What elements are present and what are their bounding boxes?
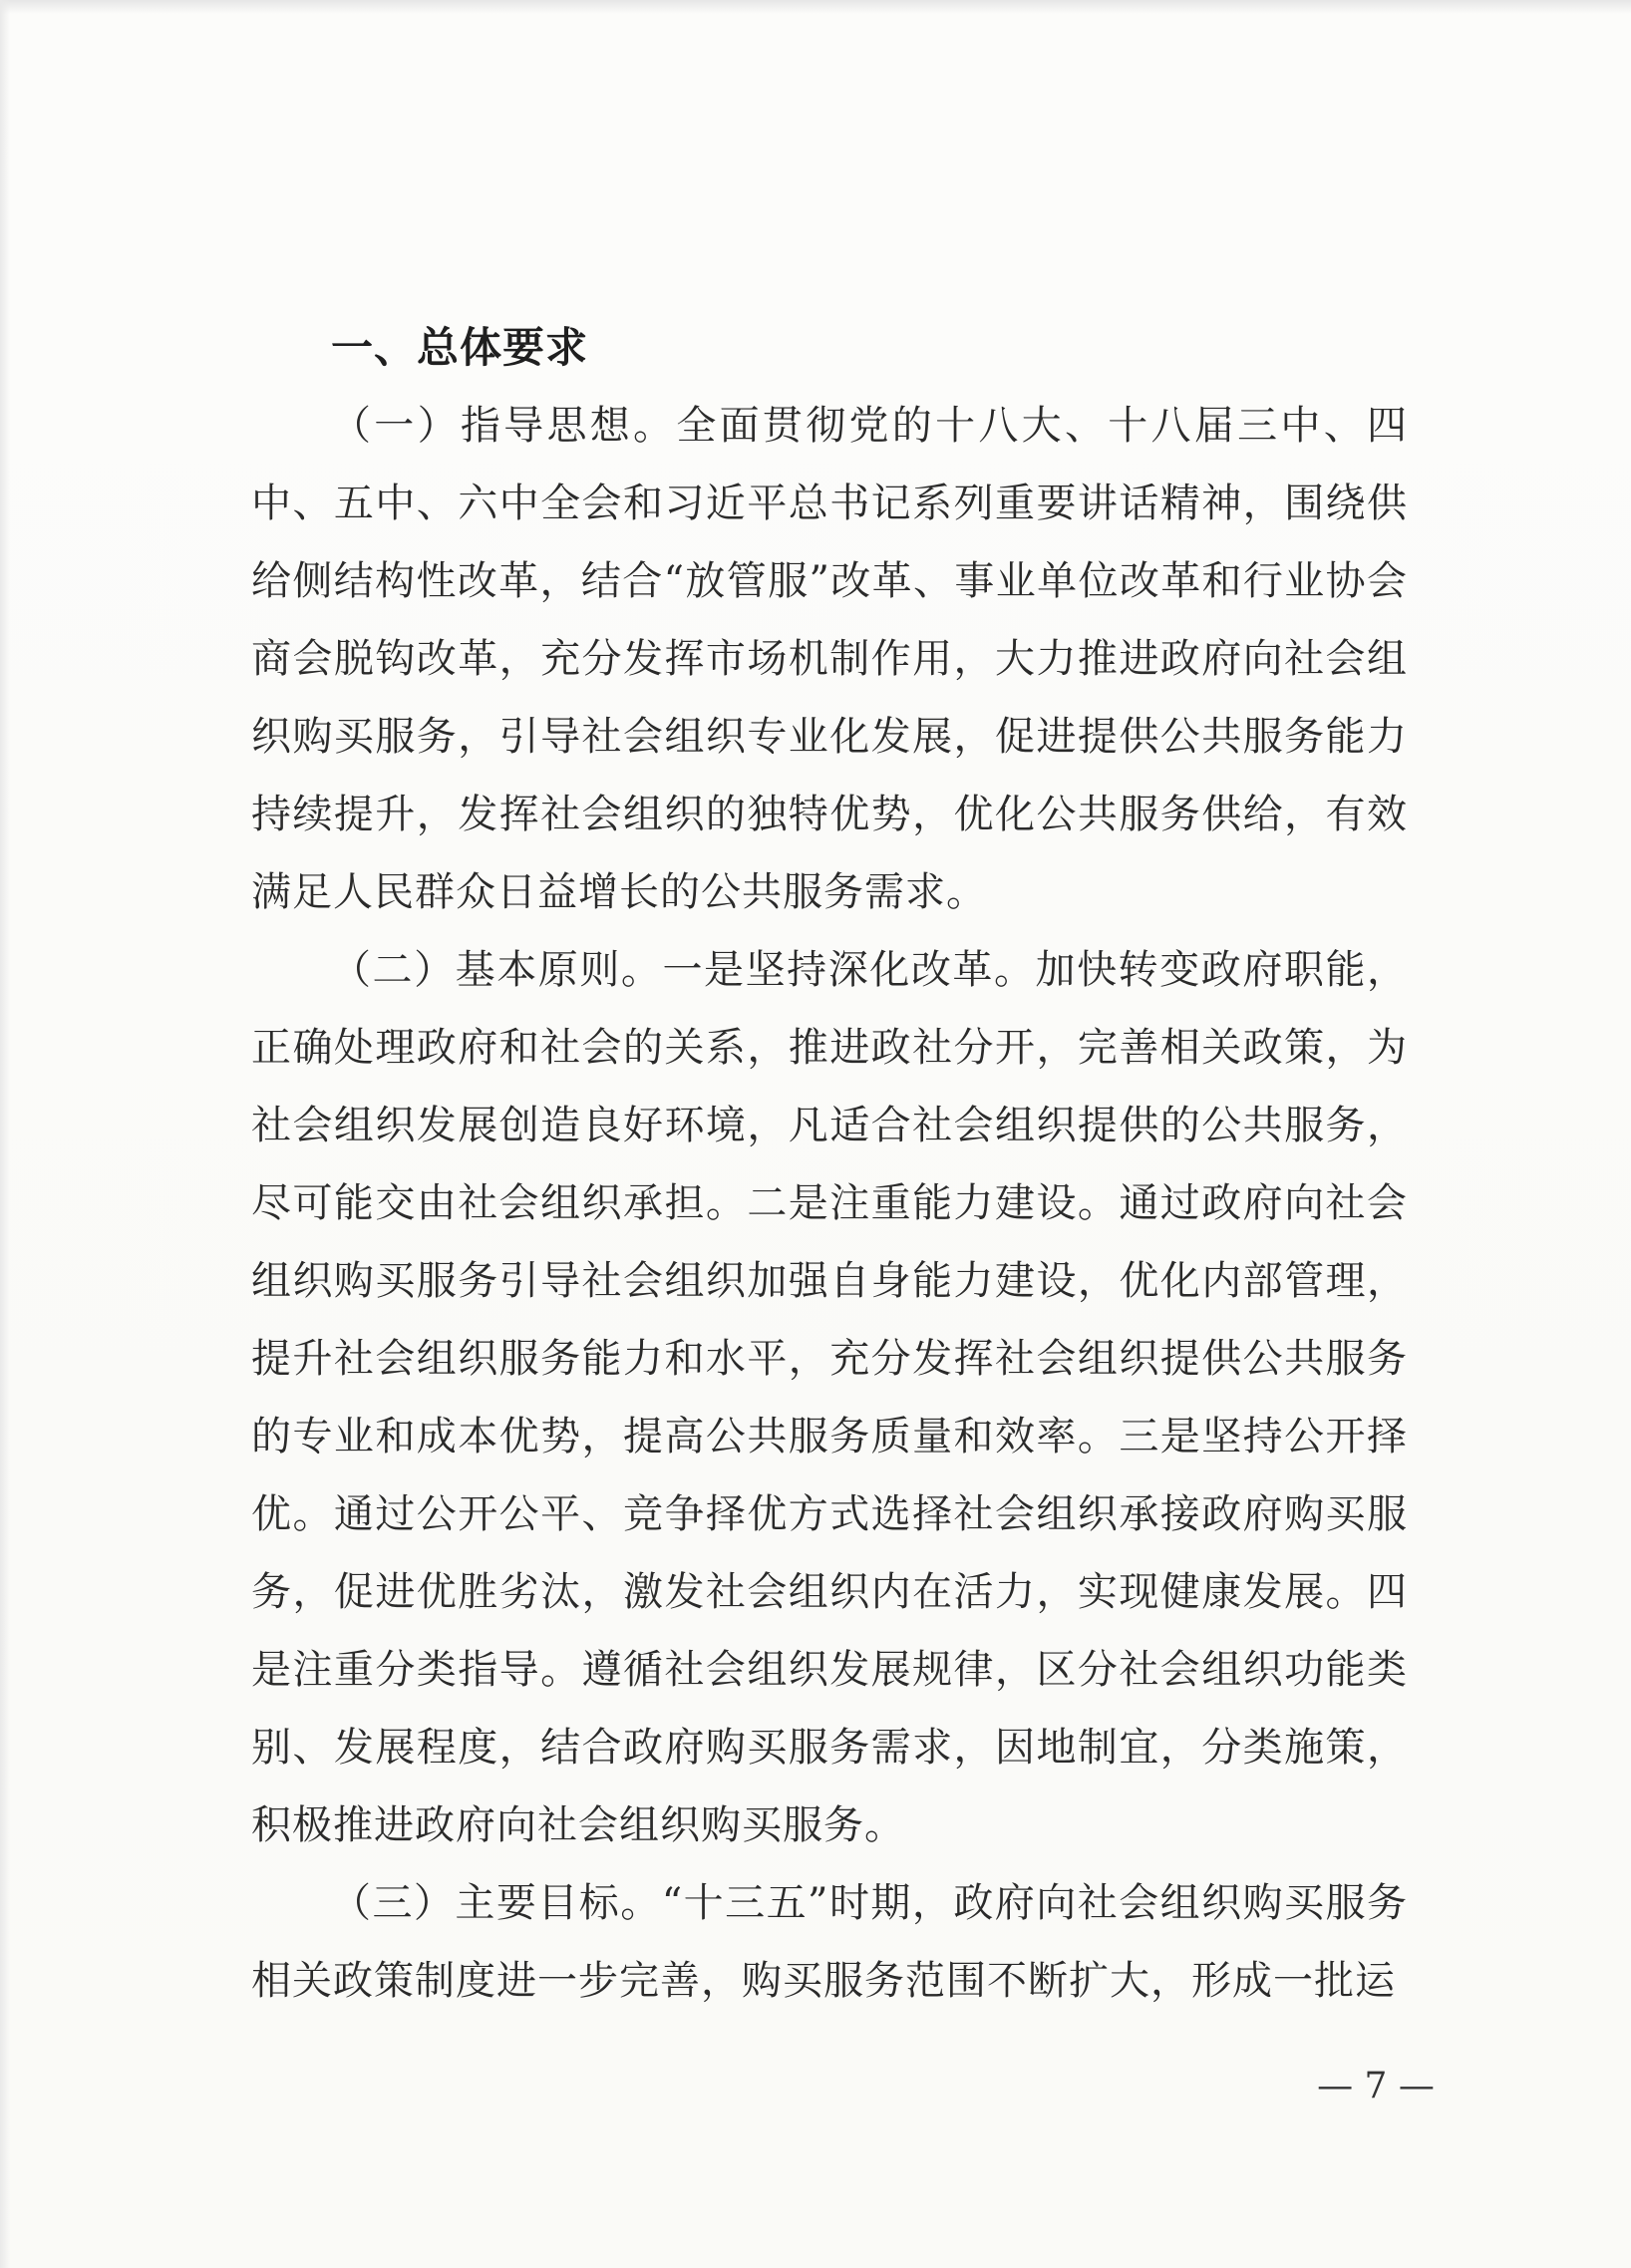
paragraph-main-goals: （三）主要目标。“十三五”时期，政府向社会组织购买服务相关政策制度进一步完善，购买服务范围不断扩大，形成一批运	[251, 1880, 1408, 2004]
section-heading: 一、总体要求	[331, 323, 589, 372]
scan-edge-top	[0, 0, 1631, 14]
paragraph-guiding-ideology: （一）指导思想。全面贯彻党的十八大、十八届三中、四中、五中、六中全会和习近平总书记系列重要讲话精神，围绕供给侧结构性改革，结合“放管服”改革、事业单位改革和行业协会商会脱钩改革，充分发挥市场机制作用，大力推进政府向社会组织购买服务，引导社会组织专业化发展，促进提供公共服务能力持续提升，发挥社会组织的独特优势，优化公共服务供给，有效满足人民群众日益增长的公共服务需求。	[251, 403, 1408, 915]
page-number: — 7 —	[1317, 2066, 1435, 2106]
scan-edge-left	[0, 0, 10, 2268]
document-body	[251, 309, 1408, 2020]
paragraph-basic-principles: （二）基本原则。一是坚持深化改革。加快转变政府职能，正确处理政府和社会的关系，推进政社分开，完善相关政策，为社会组织发展创造良好环境，凡适合社会组织提供的公共服务，尽可能交由社会组织承担。二是注重能力建设。通过政府向社会组织购买服务引导社会组织加强自身能力建设，优化内部管理，提升社会组织服务能力和水平，充分发挥社会组织提供公共服务的专业和成本优势，提高公共服务质量和效率。三是坚持公开择优。通过公开公平、竞争择优方式选择社会组织承接政府购买服务，促进优胜劣汰，激发社会组织内在活力，实现健康发展。四是注重分类指导。遵循社会组织发展规律，区分社会组织功能类别、发展程度，结合政府购买服务需求，因地制宜，分类施策，积极推进政府向社会组织购买服务。	[251, 947, 1408, 1848]
